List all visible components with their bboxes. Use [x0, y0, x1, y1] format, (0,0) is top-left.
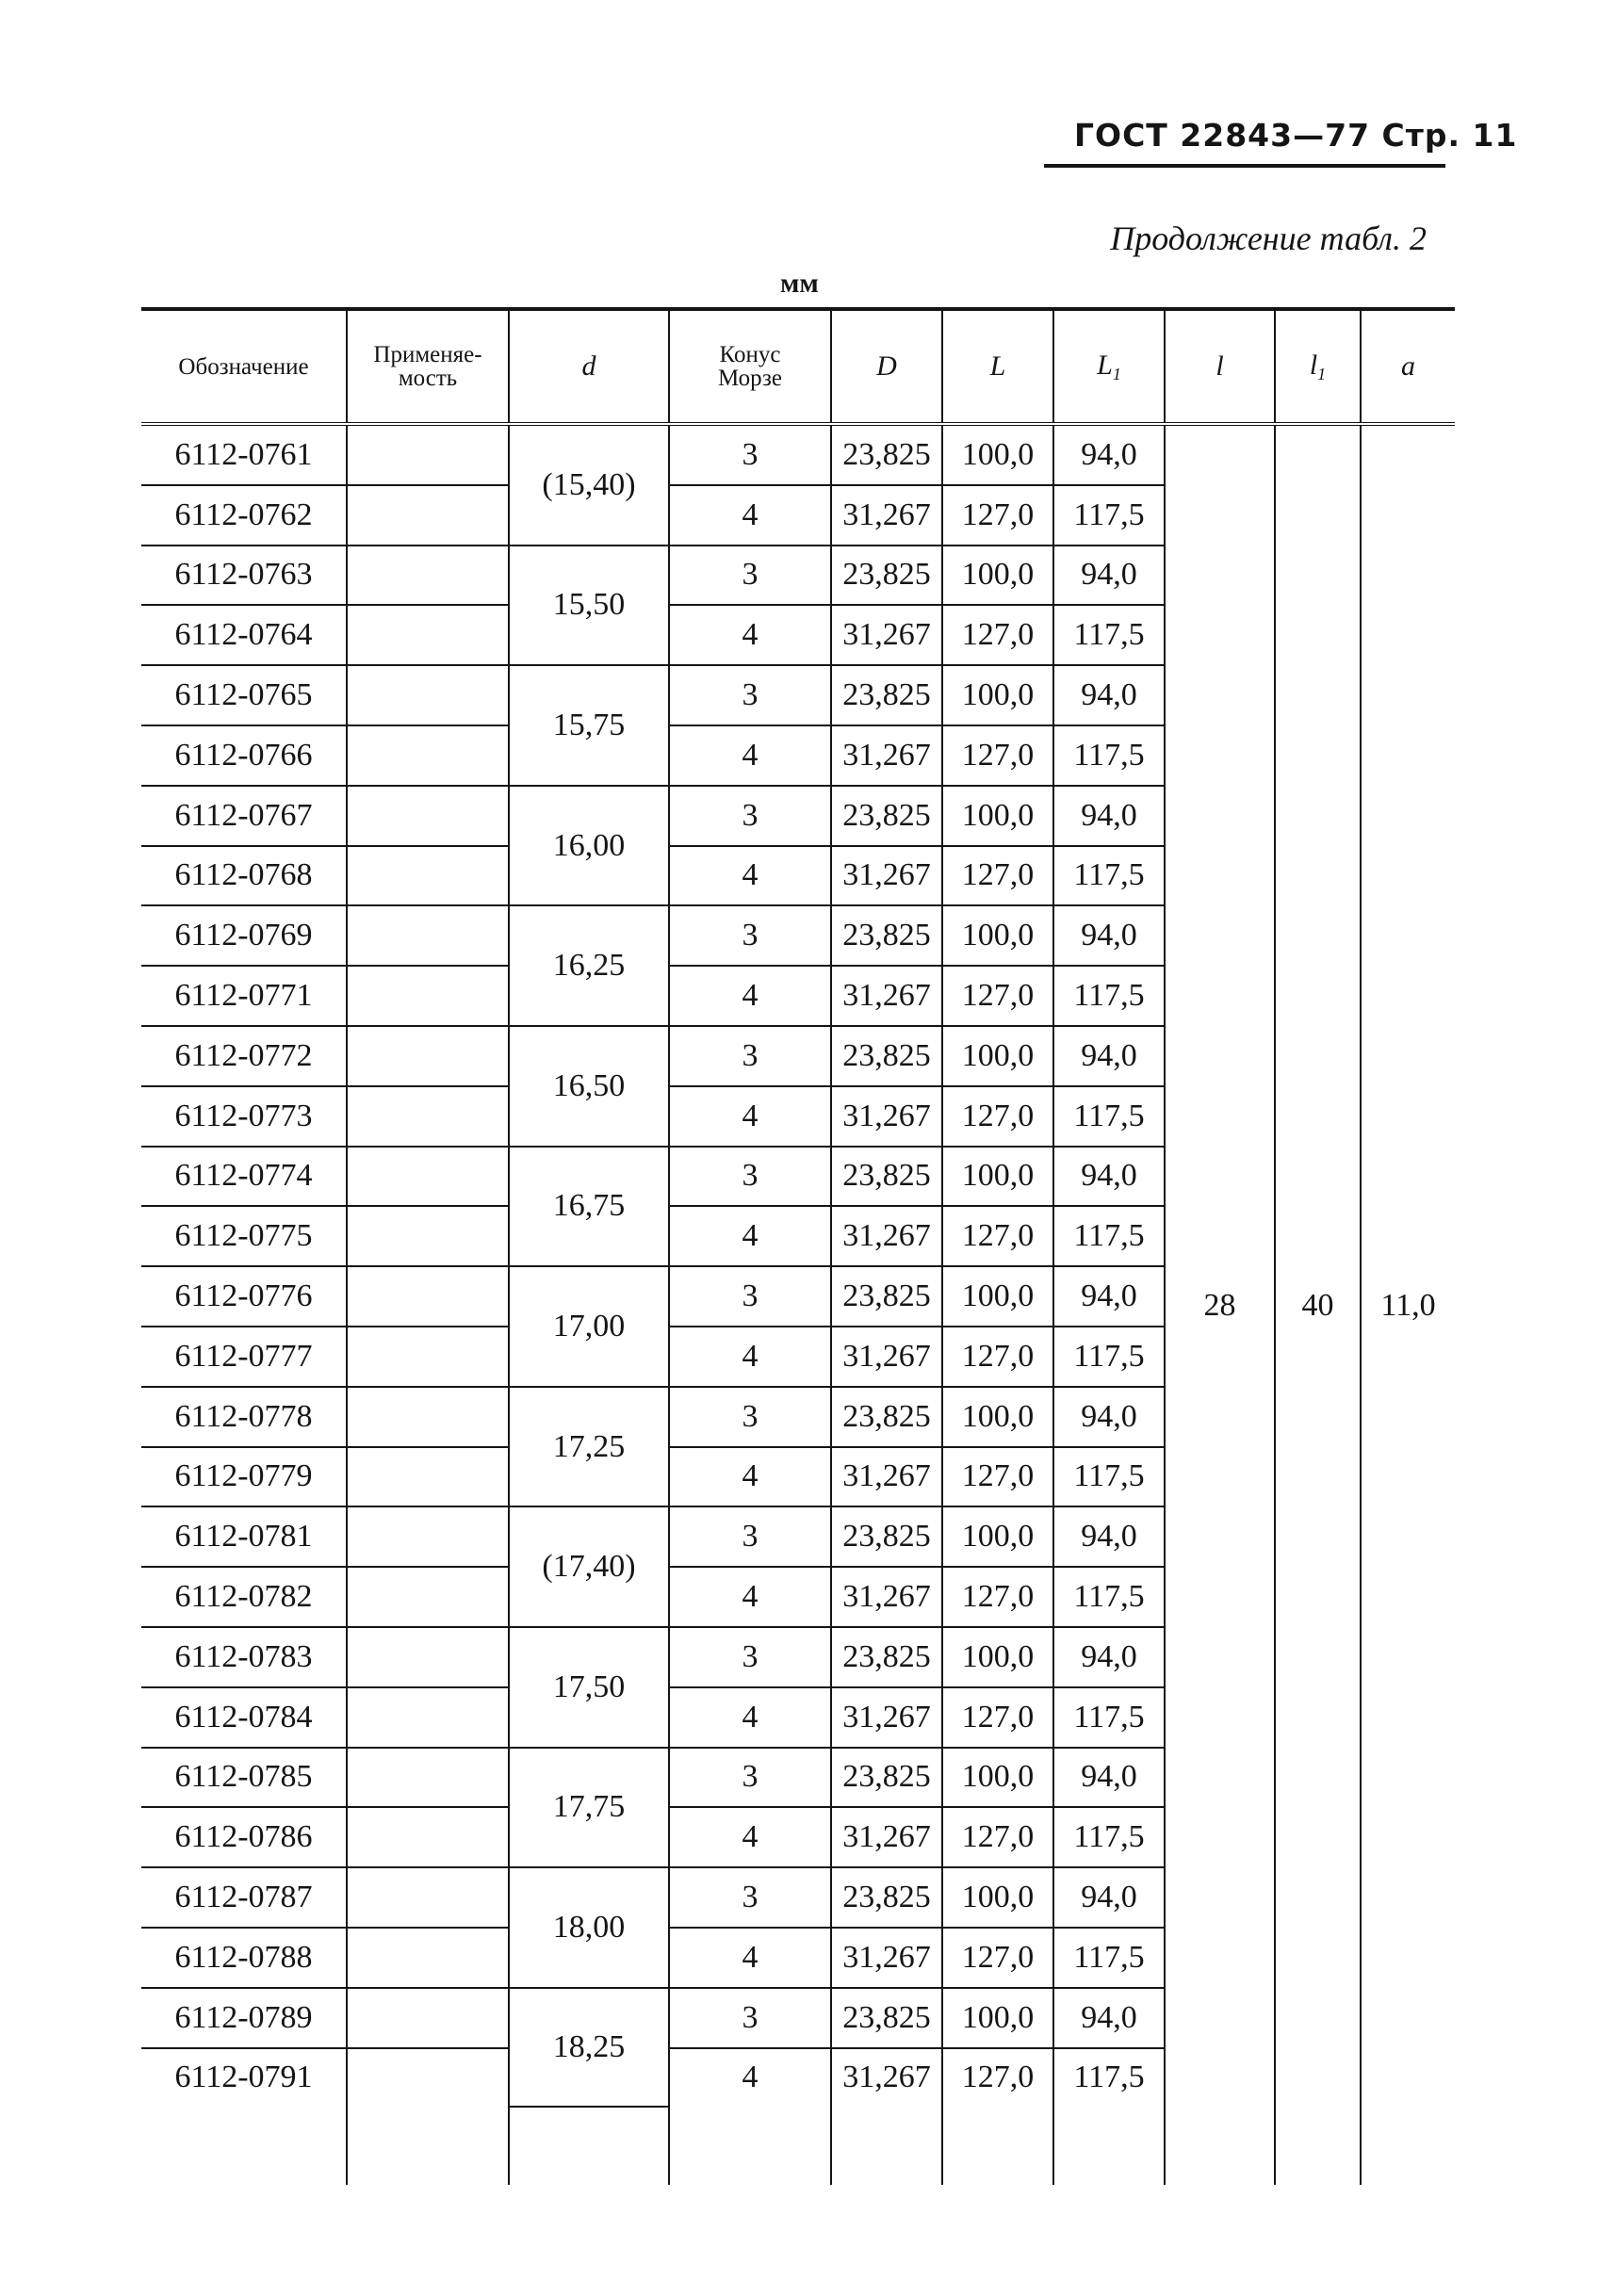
- table-row: [141, 424, 1455, 485]
- length-L-cell: 100,0: [942, 1627, 1053, 1687]
- diameter-d-cell: 18,25: [509, 1988, 669, 2108]
- designation-cell: 6112-0781: [141, 1506, 347, 1567]
- length-L-cell: 100,0: [942, 424, 1053, 485]
- length-L1-cell: 117,5: [1053, 605, 1165, 665]
- diameter-d-cell: 16,25: [509, 905, 669, 1026]
- length-L-cell: 127,0: [942, 2048, 1053, 2108]
- header-rule: [1044, 164, 1445, 168]
- column-header-l1: [1275, 309, 1361, 424]
- morse-taper-cell: 3: [669, 1867, 831, 1928]
- designation-cell: 6112-0787: [141, 1867, 347, 1928]
- designation-cell: 6112-0777: [141, 1327, 347, 1387]
- applicability-cell: [347, 786, 509, 846]
- designation-cell: 6112-0767: [141, 786, 347, 846]
- diameter-d-cell: 17,25: [509, 1387, 669, 1507]
- diameter-D-cell: 31,267: [831, 1928, 942, 1988]
- morse-taper-cell: 4: [669, 1928, 831, 1988]
- applicability-cell: [347, 966, 509, 1026]
- applicability-cell: [347, 1627, 509, 1687]
- length-L1-cell: 94,0: [1053, 424, 1165, 485]
- designation-cell: 6112-0773: [141, 1086, 347, 1147]
- length-L-cell: 127,0: [942, 846, 1053, 906]
- length-L1-cell: 117,5: [1053, 1086, 1165, 1147]
- column-header-l1-symbol: l: [1309, 349, 1318, 381]
- length-L1-cell: 117,5: [1053, 1567, 1165, 1627]
- designation-cell: 6112-0762: [141, 485, 347, 546]
- diameter-D-cell: 31,267: [831, 2048, 942, 2108]
- applicability-cell: [347, 1687, 509, 1748]
- designation-cell: 6112-0779: [141, 1447, 347, 1507]
- diameter-D-cell: 31,267: [831, 1807, 942, 1867]
- designation-cell: 6112-0775: [141, 1206, 347, 1266]
- length-L1-cell: 94,0: [1053, 1506, 1165, 1567]
- morse-taper-cell: 3: [669, 1266, 831, 1327]
- diameter-D-cell: 23,825: [831, 1867, 942, 1928]
- diameter-d-cell: 16,50: [509, 1026, 669, 1147]
- morse-taper-cell: 4: [669, 1327, 831, 1387]
- length-L1-cell: 94,0: [1053, 1988, 1165, 2048]
- morse-taper-cell: 3: [669, 905, 831, 966]
- length-L-cell: 127,0: [942, 1567, 1053, 1627]
- length-L1-cell: 94,0: [1053, 1627, 1165, 1687]
- designation-cell: 6112-0763: [141, 546, 347, 606]
- page-number: Стр. 11: [1381, 117, 1518, 154]
- applicability-cell: [347, 1867, 509, 1928]
- column-header-applicability: [347, 309, 509, 424]
- designation-cell: 6112-0765: [141, 665, 347, 725]
- column-header-designation: Обозначение: [141, 309, 347, 424]
- length-L-cell: 100,0: [942, 1026, 1053, 1086]
- applicability-cell: [347, 1387, 509, 1447]
- morse-taper-cell: 4: [669, 1086, 831, 1147]
- length-L1-cell: 117,5: [1053, 485, 1165, 546]
- column-header-l1-subscript: 1: [1317, 364, 1327, 383]
- designation-cell: 6112-0783: [141, 1627, 347, 1687]
- morse-taper-cell: 4: [669, 2048, 831, 2108]
- applicability-cell: [347, 1748, 509, 1808]
- morse-taper-cell: 4: [669, 1206, 831, 1266]
- applicability-cell: [347, 1447, 509, 1507]
- morse-taper-cell: 3: [669, 665, 831, 725]
- morse-taper-cell: 4: [669, 605, 831, 665]
- length-L1-cell: 94,0: [1053, 1147, 1165, 1207]
- morse-taper-cell: 3: [669, 786, 831, 846]
- diameter-D-cell: 31,267: [831, 1447, 942, 1507]
- table-body: [141, 424, 1455, 2185]
- units-label: мм: [780, 268, 819, 299]
- column-header-morse-taper: [669, 309, 831, 424]
- applicability-cell: [347, 1147, 509, 1207]
- length-L-cell: 127,0: [942, 605, 1053, 665]
- morse-taper-cell: 3: [669, 546, 831, 606]
- length-L-cell: 100,0: [942, 665, 1053, 725]
- diameter-d-cell: 18,00: [509, 1867, 669, 1988]
- diameter-d-cell: 17,00: [509, 1266, 669, 1387]
- morse-taper-cell: 4: [669, 966, 831, 1026]
- diameter-d-cell: 15,75: [509, 665, 669, 786]
- column-header-applicability-text: Применяе-мость: [373, 342, 482, 391]
- diameter-D-cell: 31,267: [831, 605, 942, 665]
- diameter-D-cell: 23,825: [831, 1988, 942, 2048]
- applicability-cell: [347, 846, 509, 906]
- length-L1-cell: 117,5: [1053, 2048, 1165, 2108]
- designation-cell: 6112-0782: [141, 1567, 347, 1627]
- length-L1-cell: 94,0: [1053, 665, 1165, 725]
- document-code: ГОСТ 22843—77: [1074, 117, 1371, 154]
- length-L-cell: 100,0: [942, 1988, 1053, 2048]
- diameter-d-cell: 17,75: [509, 1748, 669, 1868]
- morse-taper-cell: 3: [669, 1387, 831, 1447]
- length-L-cell: 127,0: [942, 1687, 1053, 1748]
- morse-taper-cell: 4: [669, 846, 831, 906]
- specification-table: [141, 307, 1455, 2185]
- empty-cell: [141, 2107, 347, 2185]
- column-header-L1-subscript: 1: [1112, 364, 1121, 383]
- designation-cell: 6112-0791: [174, 2060, 313, 2095]
- length-L1-cell: 117,5: [1053, 1327, 1165, 1387]
- diameter-D-cell: 23,825: [831, 1387, 942, 1447]
- applicability-cell: [347, 546, 509, 606]
- diameter-D-cell: 31,267: [831, 1687, 942, 1748]
- designation-cell: 6112-0766: [141, 725, 347, 786]
- diameter-D-cell: 31,267: [831, 725, 942, 786]
- length-L1-cell: 94,0: [1053, 1266, 1165, 1327]
- length-L-cell: 127,0: [942, 1206, 1053, 1266]
- length-L-cell: 100,0: [942, 905, 1053, 966]
- designation-cell: 6112-0761: [141, 424, 347, 485]
- diameter-D-cell: 23,825: [831, 546, 942, 606]
- morse-taper-cell: 3: [669, 1748, 831, 1808]
- length-L-cell: 100,0: [942, 546, 1053, 606]
- diameter-D-cell: 23,825: [831, 1627, 942, 1687]
- length-L1-cell: 94,0: [1053, 786, 1165, 846]
- applicability-cell: [347, 2048, 509, 2108]
- applicability-cell: [347, 1988, 509, 2048]
- diameter-D-cell: 23,825: [831, 1748, 942, 1808]
- designation-cell: 6112-0771: [141, 966, 347, 1026]
- length-L-cell: 100,0: [942, 786, 1053, 846]
- applicability-cell: [347, 605, 509, 665]
- length-L1-cell: 117,5: [1053, 1807, 1165, 1867]
- diameter-D-cell: 23,825: [831, 786, 942, 846]
- designation-cell: 6112-0776: [141, 1266, 347, 1327]
- diameter-D-cell: 23,825: [831, 1026, 942, 1086]
- designation-cell: 6112-0764: [141, 605, 347, 665]
- column-header-L: L: [942, 309, 1053, 424]
- length-L1-cell: 117,5: [1053, 846, 1165, 906]
- length-L1-cell: 94,0: [1053, 1867, 1165, 1928]
- morse-taper-cell: 4: [669, 1807, 831, 1867]
- applicability-cell: [347, 1206, 509, 1266]
- length-L1-cell: 117,5: [1053, 1206, 1165, 1266]
- column-header-L1: [1053, 309, 1165, 424]
- length-L1-cell: 94,0: [1053, 546, 1165, 606]
- empty-cell: [347, 2107, 509, 2185]
- length-L-cell: 127,0: [942, 1807, 1053, 1867]
- diameter-D-cell: 23,825: [831, 1266, 942, 1327]
- dimension-a-cell: 11,0: [1361, 424, 1455, 2185]
- morse-taper-cell: 4: [669, 1567, 831, 1627]
- designation-cell: 6112-0768: [141, 846, 347, 906]
- column-header-d: d: [509, 309, 669, 424]
- morse-taper-cell: 3: [669, 424, 831, 485]
- designation-cell: 6112-0769: [141, 905, 347, 966]
- length-L-cell: 100,0: [942, 1506, 1053, 1567]
- length-L-cell: 100,0: [942, 1748, 1053, 1808]
- length-L1-cell: 94,0: [1053, 1748, 1165, 1808]
- empty-cell: [669, 2107, 831, 2185]
- designation-cell: 6112-0788: [141, 1928, 347, 1988]
- diameter-D-cell: 31,267: [831, 966, 942, 1026]
- applicability-cell: [347, 1928, 509, 1988]
- designation-cell: 6112-0786: [141, 1807, 347, 1867]
- morse-taper-cell: 4: [669, 725, 831, 786]
- diameter-D-cell: 23,825: [831, 1147, 942, 1207]
- applicability-cell: [347, 1807, 509, 1867]
- column-header-D: D: [831, 309, 942, 424]
- diameter-D-cell: 23,825: [831, 665, 942, 725]
- length-l-cell: 28: [1165, 424, 1275, 2185]
- designation-cell: 6112-0785: [141, 1748, 347, 1808]
- diameter-D-cell: 31,267: [831, 1086, 942, 1147]
- diameter-D-cell: 31,267: [831, 1567, 942, 1627]
- diameter-D-cell: 31,267: [831, 1206, 942, 1266]
- diameter-D-cell: 31,267: [831, 485, 942, 546]
- table-continuation-caption: Продолжение табл. 2: [1110, 220, 1427, 257]
- empty-cell: [831, 2107, 942, 2185]
- length-l1-cell: 40: [1275, 424, 1361, 2185]
- designation-cell: 6112-0774: [141, 1147, 347, 1207]
- designation-cell: 6112-0784: [141, 1687, 347, 1748]
- applicability-cell: [347, 1026, 509, 1086]
- page-header: [1074, 117, 1517, 154]
- diameter-d-cell: (17,40): [509, 1506, 669, 1627]
- diameter-d-cell: 16,00: [509, 786, 669, 906]
- morse-taper-cell: 4: [669, 1447, 831, 1507]
- length-L-cell: 127,0: [942, 485, 1053, 546]
- morse-taper-cell: 4: [669, 1687, 831, 1748]
- applicability-cell: [347, 1567, 509, 1627]
- length-L-cell: 100,0: [942, 1266, 1053, 1327]
- length-L1-cell: 117,5: [1053, 1928, 1165, 1988]
- applicability-cell: [347, 665, 509, 725]
- length-L-cell: 127,0: [942, 1447, 1053, 1507]
- diameter-D-cell: 31,267: [831, 846, 942, 906]
- diameter-D-cell: 23,825: [831, 905, 942, 966]
- length-L-cell: 100,0: [942, 1867, 1053, 1928]
- length-L1-cell: 117,5: [1053, 1447, 1165, 1507]
- length-L-cell: 127,0: [942, 1086, 1053, 1147]
- morse-taper-cell: 4: [669, 485, 831, 546]
- diameter-d-cell: (15,40): [509, 424, 669, 546]
- diameter-d-cell: 17,50: [509, 1627, 669, 1748]
- length-L-cell: 127,0: [942, 966, 1053, 1026]
- table-header-row: [141, 309, 1455, 424]
- diameter-d-cell: 15,50: [509, 546, 669, 666]
- column-header-a: a: [1361, 309, 1455, 424]
- length-L-cell: 127,0: [942, 1928, 1053, 1988]
- diameter-d-cell: 16,75: [509, 1147, 669, 1267]
- empty-cell: [942, 2107, 1053, 2185]
- length-L-cell: 100,0: [942, 1147, 1053, 1207]
- morse-taper-cell: 3: [669, 1627, 831, 1687]
- morse-taper-cell: 3: [669, 1026, 831, 1086]
- length-L1-cell: 117,5: [1053, 1687, 1165, 1748]
- applicability-cell: [347, 725, 509, 786]
- length-L1-cell: 94,0: [1053, 1026, 1165, 1086]
- length-L1-cell: 117,5: [1053, 966, 1165, 1026]
- column-header-L1-symbol: L: [1097, 349, 1113, 381]
- applicability-cell: [347, 485, 509, 546]
- applicability-cell: [347, 1086, 509, 1147]
- applicability-cell: [347, 424, 509, 485]
- diameter-D-cell: 23,825: [831, 1506, 942, 1567]
- morse-taper-cell: 3: [669, 1506, 831, 1567]
- applicability-cell: [347, 1266, 509, 1327]
- column-header-l: l: [1165, 309, 1275, 424]
- applicability-cell: [347, 1327, 509, 1387]
- designation-cell: 6112-0778: [141, 1387, 347, 1447]
- length-L-cell: 100,0: [942, 1387, 1053, 1447]
- designation-cell: 6112-0772: [141, 1026, 347, 1086]
- length-L1-cell: 94,0: [1053, 905, 1165, 966]
- length-L1-cell: 94,0: [1053, 1387, 1165, 1447]
- diameter-D-cell: 31,267: [831, 1327, 942, 1387]
- empty-cell: [509, 2107, 669, 2185]
- diameter-D-cell: 23,825: [831, 424, 942, 485]
- empty-cell: [1053, 2107, 1165, 2185]
- morse-taper-cell: 3: [669, 1147, 831, 1207]
- length-L-cell: 127,0: [942, 725, 1053, 786]
- applicability-cell: [347, 905, 509, 966]
- applicability-cell: [347, 1506, 509, 1567]
- designation-cell: 6112-0789: [141, 1988, 347, 2048]
- length-L-cell: 127,0: [942, 1327, 1053, 1387]
- morse-taper-cell: 3: [669, 1988, 831, 2048]
- length-L1-cell: 117,5: [1053, 725, 1165, 786]
- column-header-morse-taper-text: Конус Морзе: [718, 342, 782, 391]
